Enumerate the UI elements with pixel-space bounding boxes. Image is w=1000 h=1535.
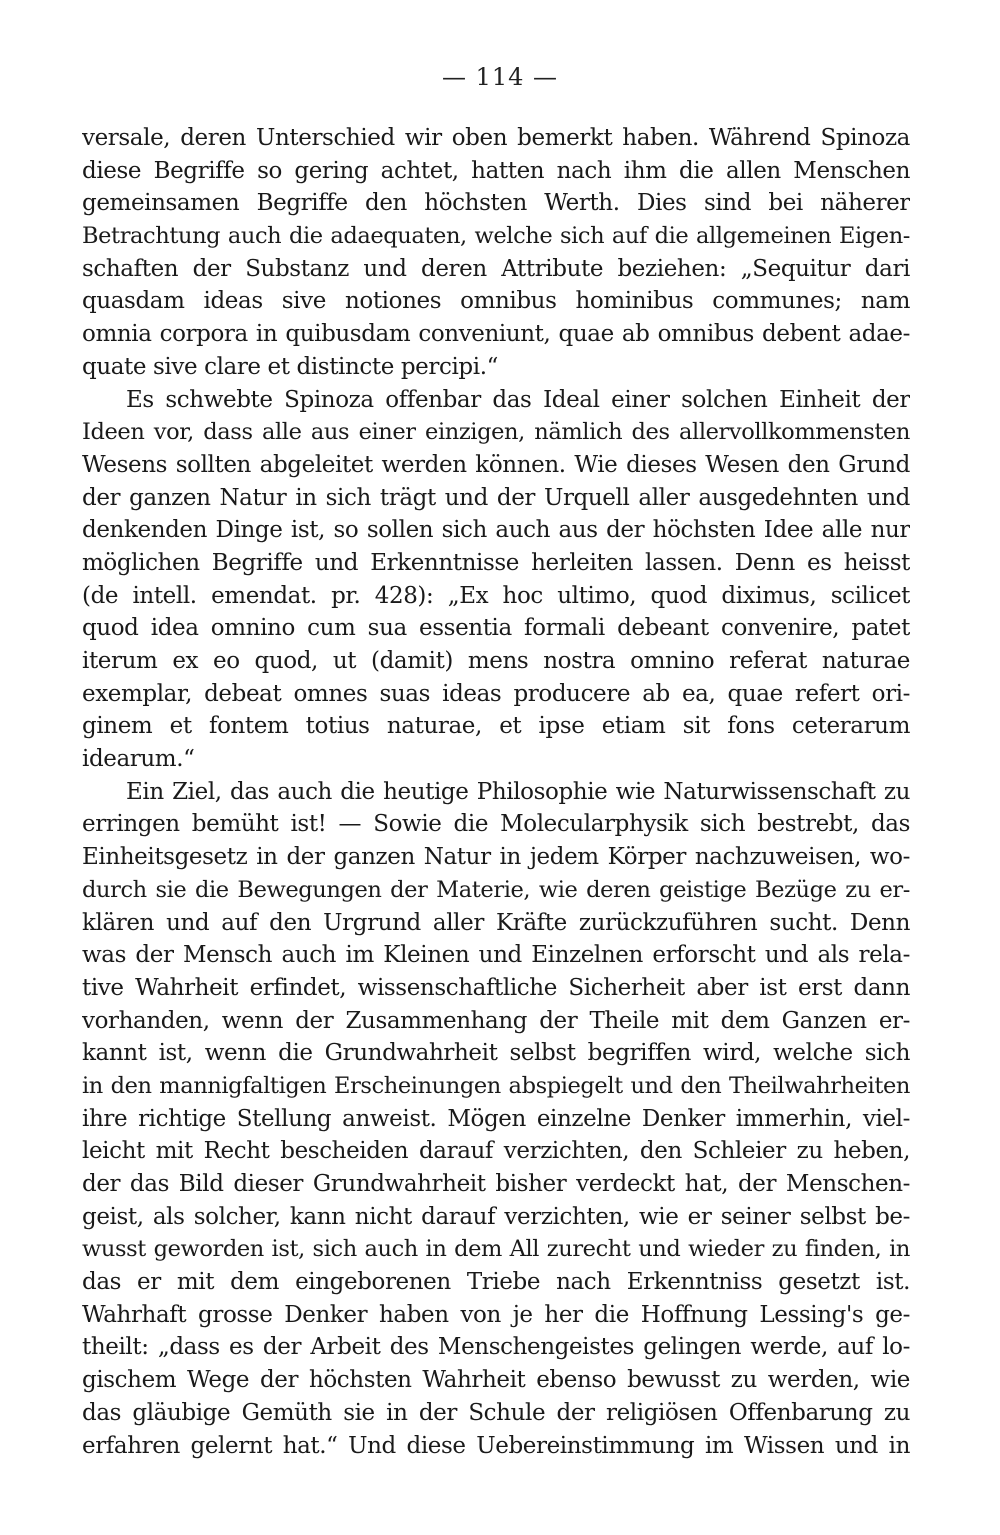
text-line: denkenden Dinge ist, so sollen sich auch aus der höchsten Idee alle nur [82, 517, 910, 544]
paragraph [82, 122, 910, 384]
text-line: Wahrhaft grosse Denker haben von je her die Hoffnung Lessing's ge- [82, 1301, 910, 1328]
text-line: wusst geworden ist, sich auch in dem All zurecht und wieder zu finden, in [82, 1236, 910, 1263]
text-line: was der Mensch auch im Kleinen und Einzelnen erforscht und als rela- [82, 942, 910, 969]
text-line: quate sive clare et distincte percipi.“ [82, 353, 498, 380]
text-line: versale, deren Unterschied wir oben bemerkt haben. Während Spinoza [82, 125, 910, 151]
text-line: Einheitsgesetz in der ganzen Natur in jedem Körper nachzuweisen, wo- [82, 844, 910, 871]
text-line: klären und auf den Urgrund aller Kräfte zurückzuführen sucht. Denn [82, 909, 910, 936]
text-line: das gläubige Gemüth sie in der Schule der religiösen Offenbarung zu [82, 1399, 910, 1426]
text-line: Ein Ziel, das auch die heutige Philosophie wie Naturwissenschaft zu [126, 778, 910, 805]
text-line: möglichen Begriffe und Erkenntnisse herleiten lassen. Denn es heisst [82, 549, 910, 576]
text-line: quasdam ideas sive notiones omnibus hominibus communes; nam [82, 288, 910, 315]
text-line: gemeinsamen Begriffe den höchsten Werth. Dies sind bei näherer [82, 190, 910, 217]
text-line: kannt ist, wenn die Grundwahrheit selbst begriffen wird, welche sich [82, 1040, 910, 1067]
text-line: in den mannigfaltigen Erscheinungen abspiegelt und den Theilwahrheiten [82, 1072, 910, 1099]
text-line: idearum.“ [82, 746, 195, 773]
text-line: tive Wahrheit erfindet, wissenschaftliche Sicherheit aber ist erst dann [82, 974, 910, 1001]
text-line: das er mit dem eingeborenen Triebe nach Erkenntniss gesetzt ist. [82, 1269, 910, 1296]
text-line: ginem et fontem totius naturae, et ipse etiam sit fons ceterarum [82, 713, 910, 740]
text-line: leicht mit Recht bescheiden darauf verzichten, den Schleier zu heben, [82, 1138, 910, 1165]
text-line: theilt: „dass es der Arbeit des Menschengeistes gelingen werde, auf lo- [82, 1334, 910, 1361]
text-line: gischem Wege der höchsten Wahrheit ebenso bewusst zu werden, wie [82, 1367, 910, 1394]
text-line: durch sie die Bewegungen der Materie, wie deren geistige Bezüge zu er- [82, 876, 910, 903]
text-line: Wesens sollten abgeleitet werden können. Wie dieses Wesen den Grund [82, 451, 910, 478]
text-line: der das Bild dieser Grundwahrheit bisher verdeckt hat, der Menschen- [82, 1171, 910, 1197]
text-line: geist, als solcher, kann nicht darauf verzichten, wie er seiner selbst be- [82, 1203, 910, 1230]
page-number: — 114 — [441, 63, 559, 91]
text-line: quod idea omnino cum sua essentia formali debeant convenire, patet [82, 615, 910, 642]
text-line: diese Begriffe so gering achtet, hatten nach ihm die allen Menschen [82, 157, 910, 184]
text-line: erringen bemüht ist! — Sowie die Molecularphysik sich bestrebt, das [82, 811, 910, 838]
text-line: iterum ex eo quod, ut (damit) mens nostra omnino referat naturae [82, 648, 910, 674]
text-line: der ganzen Natur in sich trägt und der Urquell aller ausgedehnten und [82, 484, 910, 511]
text-line: exemplar, debeat omnes suas ideas producere ab ea, quae refert ori- [82, 680, 910, 707]
paragraph [82, 776, 910, 1462]
text-line: Ideen vor, dass alle aus einer einzigen, nämlich des allervollkommensten [82, 419, 910, 446]
paragraph [82, 384, 910, 776]
page-body [82, 122, 910, 1462]
text-line: schaften der Substanz und deren Attribute beziehen: „Sequitur dari [82, 255, 910, 282]
text-line: omnia corpora in quibusdam conveniunt, quae ab omnibus debent adae- [82, 321, 910, 348]
text-line: Betrachtung auch die adaequaten, welche sich auf die allgemeinen Eigen- [82, 223, 910, 250]
text-line: Es schwebte Spinoza offenbar das Ideal einer solchen Einheit der [126, 386, 910, 413]
text-line: erfahren gelernt hat.“ Und diese Uebereinstimmung im Wissen und in [82, 1432, 910, 1459]
text-line: vorhanden, wenn der Zusammenhang der Theile mit dem Ganzen er- [82, 1007, 910, 1034]
text-line: ihre richtige Stellung anweist. Mögen einzelne Denker immerhin, viel- [82, 1105, 910, 1132]
text-line: (de intell. emendat. pr. 428): „Ex hoc ultimo, quod diximus, scilicet [82, 582, 910, 609]
